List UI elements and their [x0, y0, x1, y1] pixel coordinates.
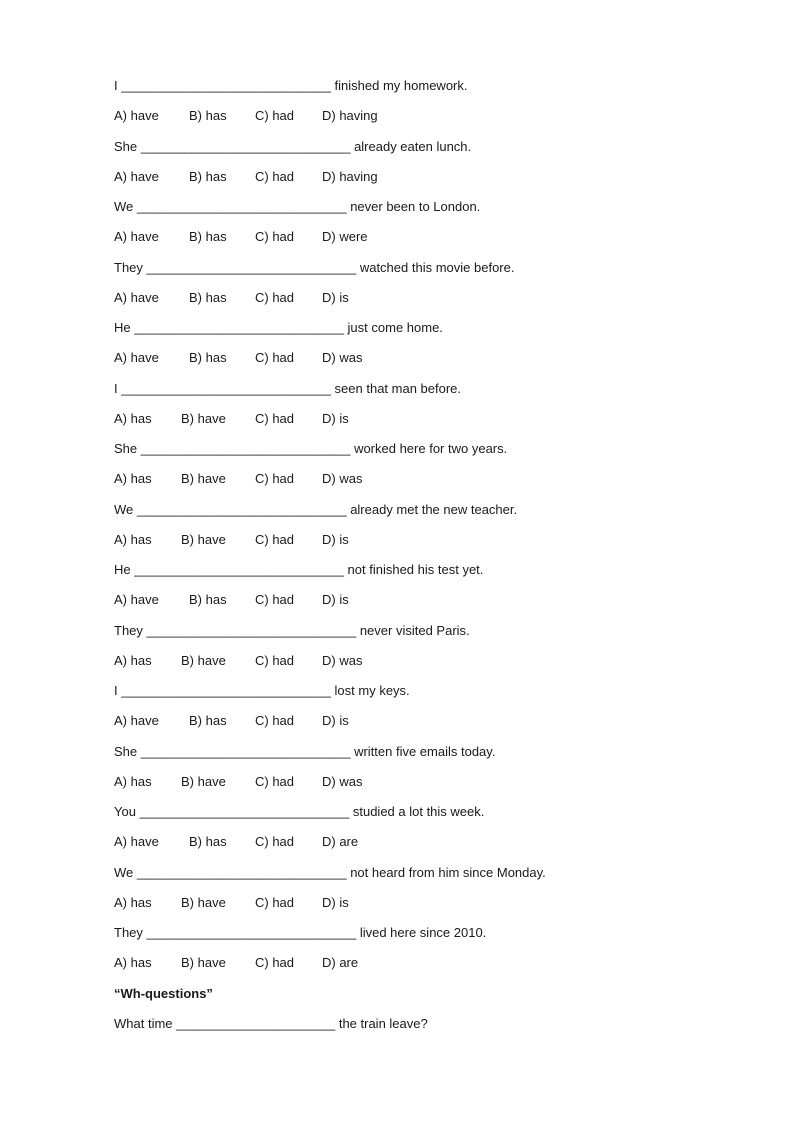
- question-rest: not heard from him since Monday.: [350, 864, 546, 880]
- answer-option[interactable]: D) is: [322, 410, 349, 426]
- question-rest: lived here since 2010.: [359, 925, 487, 940]
- answer-blank[interactable]: _____________________________: [136, 199, 347, 214]
- question-line: [114, 562, 483, 578]
- answer-option[interactable]: A) have: [114, 592, 159, 608]
- question-rest: never been to London.: [350, 199, 481, 214]
- answer-option[interactable]: D) was: [322, 471, 363, 487]
- answer-option[interactable]: B) have: [181, 894, 226, 910]
- answer-option[interactable]: C) had: [255, 773, 295, 789]
- answer-option[interactable]: B) has: [189, 229, 227, 245]
- answer-option[interactable]: A) has: [114, 773, 152, 789]
- answer-option[interactable]: C) had: [255, 350, 295, 366]
- question-rest: lost my keys.: [334, 683, 410, 698]
- answer-option[interactable]: D) was: [322, 350, 363, 366]
- answer-option[interactable]: C) had: [255, 834, 295, 850]
- answer-option[interactable]: B) has: [189, 289, 227, 305]
- question-subject: He: [114, 562, 131, 577]
- answer-option[interactable]: A) have: [114, 713, 159, 729]
- answer-option[interactable]: A) has: [114, 894, 152, 910]
- answer-option[interactable]: A) has: [114, 531, 152, 547]
- answer-option[interactable]: A) has: [114, 652, 152, 668]
- answer-option[interactable]: C) had: [255, 229, 295, 245]
- question-subject: She: [114, 743, 138, 759]
- answer-blank[interactable]: _____________________________: [134, 562, 344, 577]
- answer-option[interactable]: B) have: [181, 773, 226, 789]
- answer-option[interactable]: B) has: [189, 350, 227, 366]
- question-line: [114, 1016, 428, 1032]
- answer-option[interactable]: D) was: [322, 652, 363, 668]
- question-subject: What time: [114, 1015, 173, 1031]
- question-line: [114, 199, 480, 215]
- answer-blank[interactable]: _____________________________: [134, 320, 344, 335]
- question-rest: studied a lot this week.: [352, 804, 485, 819]
- answer-blank[interactable]: _____________________________: [146, 259, 357, 275]
- question-subject: We: [114, 501, 134, 517]
- answer-option[interactable]: D) were: [322, 229, 368, 245]
- question-subject: I: [114, 683, 118, 698]
- answer-option[interactable]: B) has: [189, 108, 227, 124]
- answer-option[interactable]: D) is: [322, 531, 349, 547]
- question-line: [114, 623, 470, 639]
- question-line: [114, 865, 546, 881]
- question-subject: She: [114, 441, 138, 456]
- question-line: [114, 260, 514, 276]
- answer-option[interactable]: A) have: [114, 289, 159, 305]
- question-subject: She: [114, 138, 138, 154]
- section-heading-text: “Wh-questions”: [114, 985, 213, 1001]
- answer-blank[interactable]: ______________________: [176, 1015, 336, 1031]
- answer-option[interactable]: D) having: [322, 108, 378, 124]
- question-subject: We: [114, 864, 134, 880]
- answer-option[interactable]: D) was: [322, 773, 363, 789]
- answer-option[interactable]: B) have: [181, 471, 226, 487]
- question-rest: not finished his test yet.: [347, 562, 484, 577]
- answer-option[interactable]: A) have: [114, 350, 159, 366]
- answer-option[interactable]: C) had: [255, 410, 295, 426]
- answer-blank[interactable]: _____________________________: [139, 804, 350, 819]
- answer-option[interactable]: A) have: [114, 108, 159, 124]
- answer-option[interactable]: D) having: [322, 168, 378, 184]
- answer-blank[interactable]: _____________________________: [140, 441, 351, 456]
- answer-option[interactable]: C) had: [255, 713, 295, 729]
- question-line: [114, 78, 468, 94]
- answer-option[interactable]: D) are: [322, 834, 359, 850]
- question-subject: He: [114, 320, 131, 335]
- question-subject: I: [114, 78, 118, 93]
- answer-option[interactable]: B) has: [189, 592, 227, 608]
- answer-option[interactable]: C) had: [255, 592, 295, 608]
- answer-option[interactable]: B) have: [181, 531, 226, 547]
- question-rest: already met the new teacher.: [350, 501, 518, 517]
- answer-option[interactable]: D) are: [322, 955, 359, 971]
- answer-option[interactable]: B) has: [189, 713, 227, 729]
- question-line: [114, 744, 495, 760]
- answer-option[interactable]: A) have: [114, 229, 159, 245]
- answer-option[interactable]: D) is: [322, 289, 349, 305]
- question-subject: They: [114, 259, 143, 275]
- section-heading: [114, 986, 213, 1002]
- question-rest: watched this movie before.: [359, 259, 515, 275]
- answer-option[interactable]: B) has: [189, 168, 227, 184]
- answer-option[interactable]: B) have: [181, 652, 226, 668]
- question-line: [114, 320, 443, 336]
- answer-blank[interactable]: _____________________________: [146, 925, 357, 940]
- question-rest: finished my homework.: [334, 78, 468, 93]
- answer-option[interactable]: C) had: [255, 471, 295, 487]
- question-subject: They: [114, 622, 143, 638]
- answer-option[interactable]: D) is: [322, 894, 349, 910]
- question-line: [114, 441, 507, 457]
- question-line: [114, 139, 471, 155]
- question-line: [114, 925, 486, 941]
- answer-option[interactable]: B) has: [189, 834, 227, 850]
- answer-blank[interactable]: _____________________________: [121, 380, 331, 396]
- answer-option[interactable]: B) have: [181, 410, 226, 426]
- answer-blank[interactable]: _____________________________: [121, 78, 331, 93]
- answer-option[interactable]: A) has: [114, 471, 152, 487]
- answer-option[interactable]: A) have: [114, 834, 159, 850]
- question-rest: the train leave?: [338, 1015, 428, 1031]
- question-rest: just come home.: [347, 320, 443, 335]
- question-subject: You: [114, 804, 136, 819]
- answer-option[interactable]: A) has: [114, 410, 152, 426]
- answer-option[interactable]: C) had: [255, 108, 295, 124]
- answer-option[interactable]: C) had: [255, 531, 295, 547]
- question-rest: worked here for two years.: [354, 441, 508, 456]
- answer-blank[interactable]: _____________________________: [136, 864, 347, 880]
- answer-option[interactable]: A) have: [114, 168, 159, 184]
- answer-option[interactable]: D) is: [322, 592, 349, 608]
- answer-blank[interactable]: _____________________________: [146, 622, 357, 638]
- question-rest: already eaten lunch.: [354, 138, 472, 154]
- answer-option[interactable]: C) had: [255, 955, 295, 971]
- answer-option[interactable]: A) has: [114, 955, 152, 971]
- question-rest: never visited Paris.: [359, 622, 470, 638]
- question-subject: We: [114, 199, 134, 214]
- answer-blank[interactable]: _____________________________: [140, 138, 351, 154]
- question-line: [114, 804, 484, 820]
- question-subject: I: [114, 380, 118, 396]
- question-subject: They: [114, 925, 143, 940]
- answer-option[interactable]: C) had: [255, 652, 295, 668]
- question-line: [114, 381, 461, 397]
- answer-option[interactable]: B) have: [181, 955, 226, 971]
- answer-blank[interactable]: _____________________________: [121, 683, 331, 698]
- answer-option[interactable]: C) had: [255, 894, 295, 910]
- question-rest: written five emails today.: [354, 743, 496, 759]
- answer-option[interactable]: D) is: [322, 713, 349, 729]
- answer-option[interactable]: C) had: [255, 289, 295, 305]
- question-line: [114, 502, 517, 518]
- answer-option[interactable]: C) had: [255, 168, 295, 184]
- answer-blank[interactable]: _____________________________: [136, 501, 347, 517]
- question-rest: seen that man before.: [334, 380, 462, 396]
- answer-blank[interactable]: _____________________________: [140, 743, 351, 759]
- question-line: [114, 683, 410, 699]
